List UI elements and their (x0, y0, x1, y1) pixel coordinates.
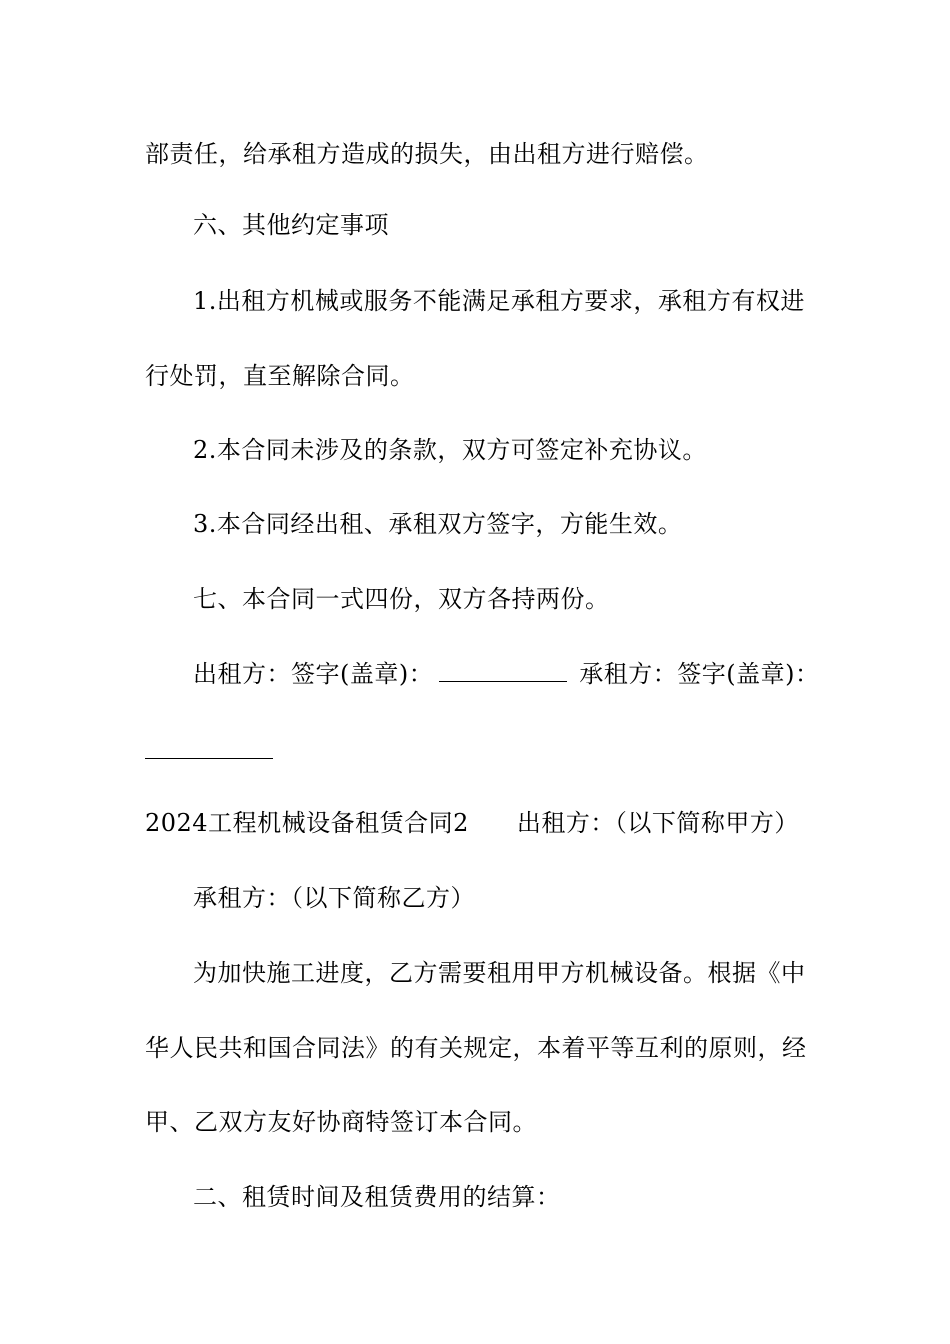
second-contract-title: 2024工程机械设备租赁合同2 (145, 809, 469, 837)
paragraph-line: 部责任，给承租方造成的损失，由出租方进行赔偿。 (145, 140, 709, 168)
signature-row (193, 659, 873, 689)
intro-line-1: 为加快施工进度，乙方需要租用甲方机械设备。根据《中 (193, 959, 806, 987)
second-contract-title-row (145, 808, 825, 838)
section-heading-six: 六、其他约定事项 (193, 211, 389, 239)
clause-2: 2.本合同未涉及的条款，双方可签定补充协议。 (193, 436, 707, 464)
intro-line-3: 甲、乙双方友好协商特签订本合同。 (145, 1108, 537, 1136)
lessor-signature-label: 出租方：签字(盖章)： (193, 660, 434, 688)
clause-1-line-1: 1.出租方机械或服务不能满足承租方要求，承租方有权进 (193, 287, 805, 315)
section-heading-seven: 七、本合同一式四份，双方各持两份。 (193, 585, 610, 613)
second-contract-lessor: 出租方：（以下简称甲方） (516, 809, 799, 837)
clause-1-line-2: 行处罚，直至解除合同。 (145, 362, 415, 390)
lessee-signature-blank (145, 758, 273, 759)
intro-line-2: 华人民共和国合同法》的有关规定，本着平等互利的原则，经 (145, 1034, 807, 1062)
lessor-signature-blank (439, 659, 567, 682)
lessee-signature-label: 承租方：签字(盖章)： (579, 660, 820, 688)
section-heading-two: 二、租赁时间及租赁费用的结算： (193, 1183, 561, 1211)
clause-3: 3.本合同经出租、承租双方签字，方能生效。 (193, 510, 683, 538)
second-contract-lessee: 承租方：（以下简称乙方） (193, 884, 475, 912)
